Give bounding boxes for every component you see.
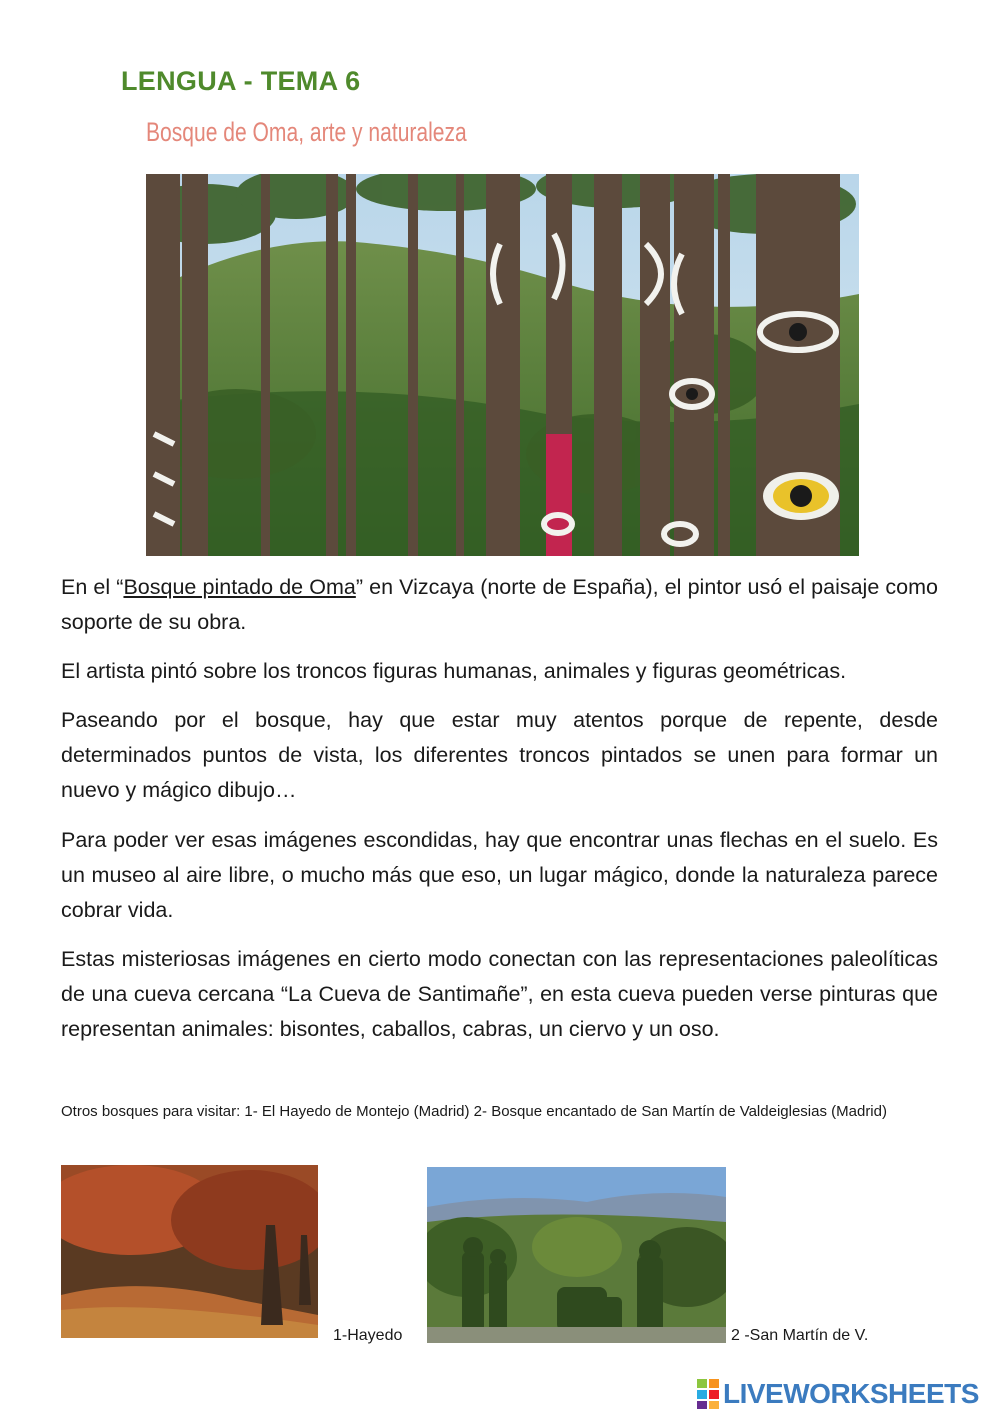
bosque-pintado-link[interactable]: Bosque pintado de Oma [123, 575, 356, 599]
liveworksheets-logo-text: LIVEWORKSHEETS [723, 1378, 979, 1409]
hayedo-photo [61, 1165, 318, 1338]
san-martin-photo [427, 1167, 726, 1343]
oma-forest-photo [146, 174, 859, 556]
page-subtitle: Bosque de Oma, arte y naturaleza [146, 117, 467, 147]
paragraph-3: Paseando por el bosque, hay que estar muy atentos porque de repente, desde determinados puntos de vista, los diferentes troncos pintados se unen para formar un nuevo y mágico dibujo… [61, 708, 938, 802]
paragraph-2: El artista pintó sobre los troncos figuras humanas, animales y figuras geométricas. [61, 659, 847, 683]
page-title: LENGUA - TEMA 6 [121, 66, 361, 96]
paragraph-5: Estas misteriosas imágenes en cierto modo conectan con las representaciones paleolíticas de una cueva cercana “La Cueva de Santimañe”, en esta cueva pueden verse pinturas que representan animales: bisontes, caballos, cabras, un ciervo y un oso. [61, 947, 938, 1041]
paragraph-1-text-start: En el “ [61, 575, 124, 599]
liveworksheets-logo-icon [697, 1379, 719, 1409]
paragraph-4: Para poder ver esas imágenes escondidas, hay que encontrar unas flechas en el suelo. Es un museo al aire libre, o mucho más que eso, un lugar mágico, donde la naturaleza parece cobrar vida. [61, 828, 938, 922]
paragraph-1-text-end: ” en Vizcaya (norte de España), el pintor usó el paisaje como soporte de su obra. [61, 575, 938, 634]
other-forests-note: Otros bosques para visitar: 1- El Hayedo de Montejo (Madrid) 2- Bosque encantado de San Martín de Valdeiglesias (Madrid) [61, 1103, 887, 1120]
san-martin-caption: 2 -San Martín de V. [731, 1327, 869, 1344]
paragraph-1 [61, 570, 938, 640]
hayedo-caption: 1-Hayedo [333, 1327, 403, 1344]
liveworksheets-logo [697, 1377, 979, 1411]
